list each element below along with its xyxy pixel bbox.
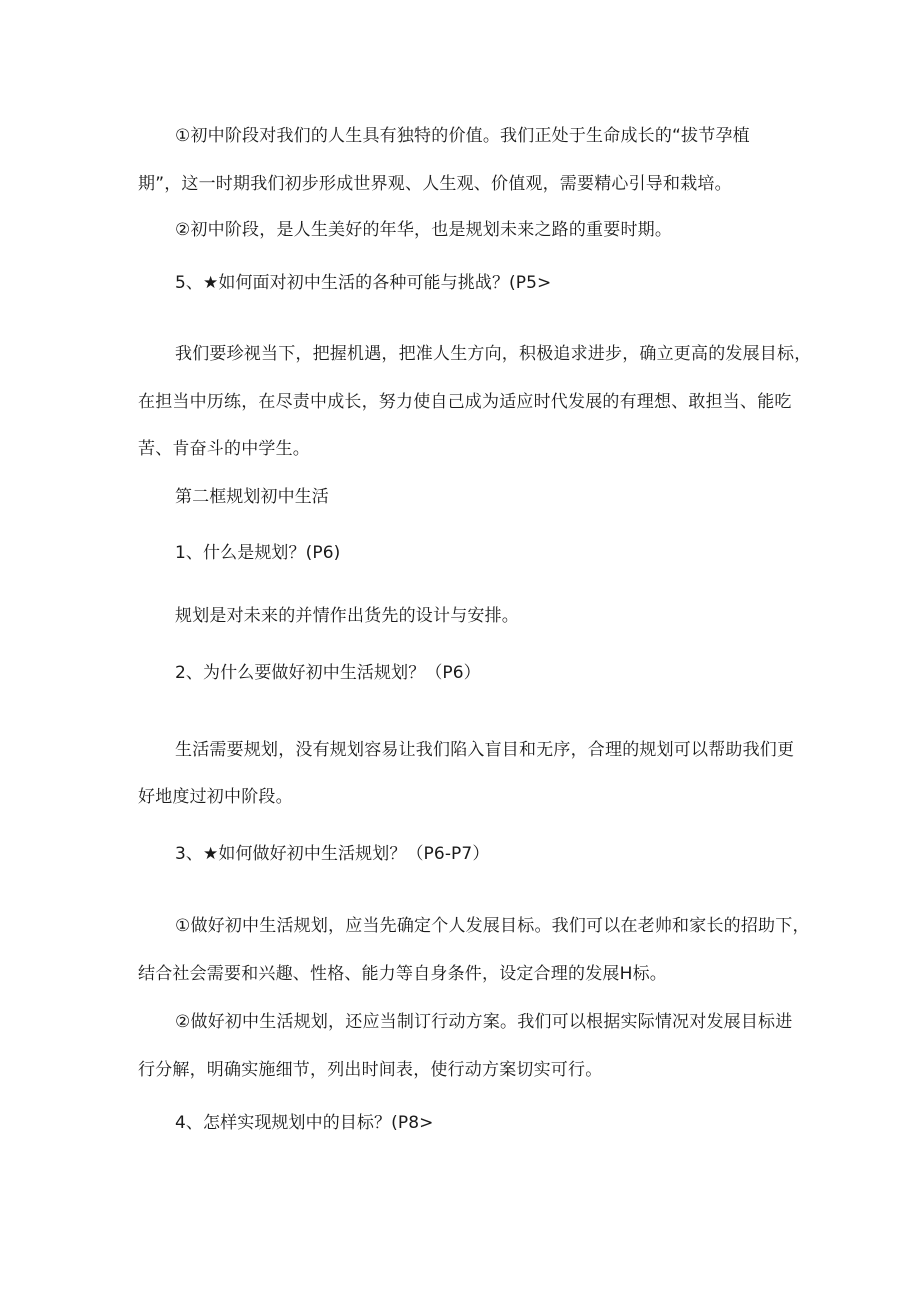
question-3-heading: 3、★如何做好初中生活规划？（P6-P7） <box>175 844 490 864</box>
answer-1: 规划是对未来的并情作出货先的设计与安排。 <box>175 606 519 626</box>
answer-2-line-2: 好地度过初中阶段。 <box>138 787 293 807</box>
paragraph-1-line-1: ①初中阶段对我们的人生具有独特的价值。我们正处于生命成长的“拔节孕植 <box>175 126 750 146</box>
paragraph-2-line-1: ②初中阶段，是人生美好的年华，也是规划未来之路的重要时期。 <box>175 220 673 240</box>
paragraph-1-line-2: 期”，这一时期我们初步形成世界观、人生观、价值观，需要精心引导和栽培。 <box>138 174 732 194</box>
answer-5-line-2: 在担当中历练，在尽责中成长，努力使自己成为适应时代发展的有理想、敢担当、能吃 <box>138 392 792 412</box>
answer-2-line-1: 生活需要规划，没有规划容易让我们陷入盲目和无序，合理的规划可以帮助我们更 <box>175 740 795 760</box>
answer-5-line-3: 苦、肯奋斗的中学生。 <box>138 439 310 459</box>
question-4-heading: 4、怎样实现规划中的目标？(P8> <box>175 1113 434 1133</box>
section-2-title: 第二框规划初中生活 <box>175 487 329 507</box>
answer-3-point-1-line-1: ①做好初中生活规划，应当先确定个人发展目标。我们可以在老帅和家长的招助下， <box>175 916 810 936</box>
question-1-heading: 1、什么是规划？(P6) <box>175 543 341 563</box>
question-5-heading: 5、★如何面对初中生活的各种可能与挑战？(P5> <box>175 273 552 293</box>
answer-3-point-1-line-2: 结合社会需要和兴趣、性格、能力等自身条件，设定合理的发展H标。 <box>138 964 667 984</box>
answer-3-point-2-line-1: ②做好初中生活规划，还应当制订行动方案。我们可以根据实际情况对发展目标进 <box>175 1012 793 1032</box>
answer-5-line-1: 我们要珍视当下，把握机遇，把准人生方向，积极追求进步，确立更高的发展目标， <box>175 344 812 364</box>
question-2-heading: 2、为什么要做好初中生活规划？（P6） <box>175 663 481 683</box>
answer-3-point-2-line-2: 行分解，明确实施细节，列出时间表，使行动方案切实可行。 <box>138 1060 603 1080</box>
